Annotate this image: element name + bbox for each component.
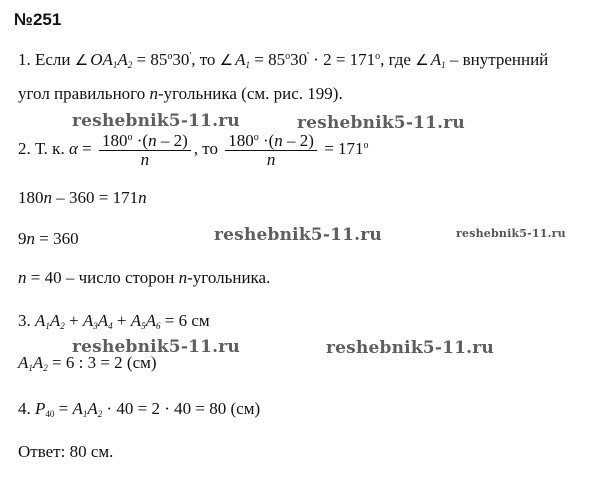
alpha-symbol: α: [68, 139, 78, 158]
watermark: reshebnik5-11.ru: [297, 113, 465, 133]
watermark: reshebnik5-11.ru: [72, 111, 240, 131]
watermark: reshebnik5-11.ru: [326, 338, 494, 358]
step-1-where: , где: [380, 50, 416, 69]
equation-1: 180n – 360 = 171n: [18, 188, 147, 207]
angle-symbol: ∠: [415, 51, 429, 69]
equation-2: 9n = 360: [18, 229, 79, 248]
step-3-result: $A_1A_2 = 6$ : 3 = 2 (см): [18, 353, 157, 373]
step-1-intro: 1. Если: [18, 50, 75, 69]
step-4-line: 4. $P_{40} = A_1A_2 \cdot 40 = 2 \cdot 40 = 80$ (см): [18, 399, 261, 419]
fraction: $\frac{180^o \cdot(n - 2)}{n}$: [225, 132, 317, 169]
angle-symbol: ∠: [74, 51, 89, 69]
watermark: reshebnik5-11.ru: [214, 225, 382, 245]
fraction: $\frac{180^o \cdot(n - 2)}{n}$: [99, 132, 191, 169]
step-3-line: 3. $A_1A_2 + A_3A_4 + A_5A_6 = 6$ см: [18, 311, 210, 331]
angle-value: = $85^o30'$: [132, 50, 192, 69]
watermark: reshebnik5-11.ru: [72, 337, 240, 357]
step-1-rest: – внутренний: [445, 50, 549, 69]
problem-number: №251: [14, 10, 62, 29]
equation-3: n = 40 – число сторон n-угольника.: [18, 268, 271, 287]
angle-a1-value: = $85^o30' \cdot 2 = 171^o$: [250, 50, 381, 69]
angle-symbol: ∠: [219, 51, 234, 69]
step-1-then: , то: [191, 50, 220, 69]
angle-a1-label: $A_1$: [235, 50, 250, 70]
answer: Ответ: 80 см.: [18, 442, 114, 461]
step-1-line-1: [18, 50, 548, 70]
step-1-line-2: угол правильного n-угольника (см. рис. 199).: [18, 84, 343, 103]
angle-label: $OA_1A_2$: [90, 50, 133, 70]
step-2-line: 2. Т. к. α = $\frac{180^o \cdot(n - 2)}{n}$ , то $\frac{180^o \cdot(n - 2)}{n}$ = $171^o$: [18, 130, 369, 169]
angle-a1b-label: $A_1$: [430, 50, 446, 70]
watermark: reshebnik5-11.ru: [456, 227, 566, 240]
